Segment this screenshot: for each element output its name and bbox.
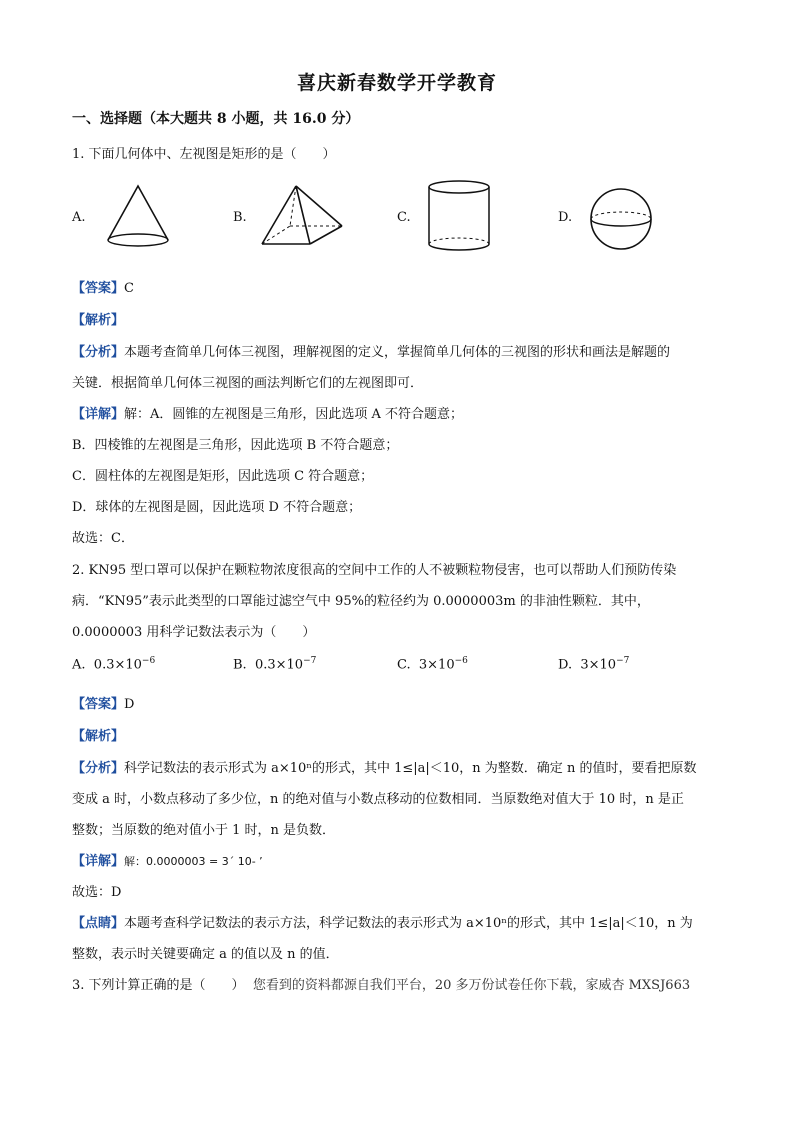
xiangjie-tag: 【详解】 (72, 854, 125, 869)
q2-option-c-label: C. (397, 657, 411, 673)
q2-option-c-base: 3×10 (418, 657, 455, 673)
pyramid-figure (258, 182, 348, 250)
sphere-figure (588, 186, 654, 252)
q1-option-a-label: A. (72, 210, 86, 225)
q3-stem: 3. 下列计算正确的是（ ） (72, 978, 245, 993)
q2-dianjing-line-1 (72, 912, 693, 931)
page-title: 喜庆新春数学开学教育 (296, 72, 497, 94)
q2-stem-line-3: 0.0000003 用科学记数法表示为（ ） (72, 625, 316, 640)
q2-stem-line-1: 2. KN95 型口罩可以保护在颗粒物浓度很高的空间中工作的人不被颗粒物侵害，也可以帮助人们预防传染 (72, 563, 677, 578)
cone-figure (102, 182, 174, 252)
q2-fenxi-text-1: 科学记数法的表示形式为 a×10ⁿ的形式，其中 1≤|a|＜10，n 为整数．确定 n 的值时，要看把原数 (124, 761, 697, 776)
q2-fenxi-line-2: 变成 a 时，小数点移动了多少位，n 的绝对值与小数点移动的位数相同．当原数绝对值大于 10 时，n 是正 (72, 792, 684, 807)
q2-analysis-tag: 【解析】 (72, 729, 125, 744)
q2-option-a-label: A. (72, 657, 86, 673)
q1-fenxi-line-2: 关键．根据简单几何体三视图的画法判断它们的左视图即可． (72, 376, 424, 391)
fenxi-tag: 【分析】 (72, 345, 125, 360)
answer-tag: 【答案】 (72, 697, 125, 712)
q1-xiangjie-text: 解：A．圆锥的左视图是三角形，因此选项 A 不符合题意； (124, 407, 464, 422)
q1-option-b-label: B. (233, 210, 247, 225)
q1-line-c: C．圆柱体的左视图是矩形，因此选项 C 符合题意； (72, 469, 374, 484)
q1-line-b: B．四棱锥的左视图是三角形，因此选项 B 不符合题意； (72, 438, 399, 453)
xiangjie-tag: 【详解】 (72, 407, 125, 422)
q2-option-d-label: D. (558, 657, 573, 673)
q2-option-a-exp: −6 (141, 656, 156, 666)
q1-option-c-label: C. (397, 210, 411, 225)
answer-tag: 【答案】 (72, 281, 125, 296)
q2-dianjing-line-2: 整数，表示时关键要确定 a 的值以及 n 的值． (72, 947, 339, 962)
q3-watermark-text: 您看到的资料都源自我们平台，20 多万份试卷任你下载，家威杏 MXSJ663 (252, 978, 691, 993)
q2-option-d (558, 656, 629, 672)
q1-option-d-label: D. (558, 210, 573, 225)
q2-option-c-exp: −6 (454, 656, 468, 666)
q2-option-b-base: 0.3×10 (254, 657, 304, 673)
q2-option-a-base: 0.3×10 (93, 657, 142, 673)
q2-xiangjie-text: 解：0.0000003 = 3´ 10- ’ (124, 855, 263, 868)
q2-answer-value: D (124, 697, 135, 712)
q1-fenxi-text-1: 本题考查简单几何体三视图，理解视图的定义，掌握简单几何体的三视图的形状和画法是解题的 (124, 345, 671, 360)
q2-option-d-exp: −7 (616, 656, 630, 666)
fenxi-tag: 【分析】 (72, 761, 125, 776)
q1-analysis-tag: 【解析】 (72, 313, 125, 328)
q1-line-d: D．球体的左视图是圆，因此选项 D 不符合题意； (72, 500, 362, 515)
dianjing-tag: 【点睛】 (72, 916, 125, 931)
q1-stem: 1. 下面几何体中、左视图是矩形的是（ ） (72, 147, 336, 162)
q1-fenxi-line-1 (72, 341, 670, 360)
q2-option-b-label: B. (233, 657, 247, 673)
q2-xiangjie-line (72, 850, 263, 869)
q3-line (72, 974, 690, 993)
q2-conclusion: 故选：D (72, 885, 122, 900)
q1-conclusion: 故选：C． (72, 531, 134, 546)
q2-answer (72, 693, 134, 712)
section-heading: 一、选择题（本大题共 8 小题，共 16.0 分） (72, 111, 360, 127)
q2-option-b (233, 656, 316, 672)
q2-dianjing-text-1: 本题考查科学记数法的表示方法，科学记数法的表示形式为 a×10ⁿ的形式，其中 1≤|a|＜10，n 为 (124, 916, 693, 931)
q2-stem-line-2: 病．“KN95”表示此类型的口罩能过滤空气中 95%的粒径约为 0.0000003m 的非油性颗粒．其中， (72, 594, 650, 609)
q2-fenxi-line-3: 整数；当原数的绝对值小于 1 时，n 是负数． (72, 823, 336, 838)
q2-fenxi-line-1 (72, 757, 696, 776)
q1-answer-value: C (124, 281, 134, 296)
q2-option-c (397, 656, 468, 672)
q1-xiangjie-line (72, 403, 463, 422)
q1-answer (72, 277, 134, 296)
q2-option-b-exp: −7 (303, 656, 317, 666)
q2-option-a (72, 656, 155, 672)
cylinder-figure (425, 178, 493, 254)
q2-option-d-base: 3×10 (580, 657, 617, 673)
